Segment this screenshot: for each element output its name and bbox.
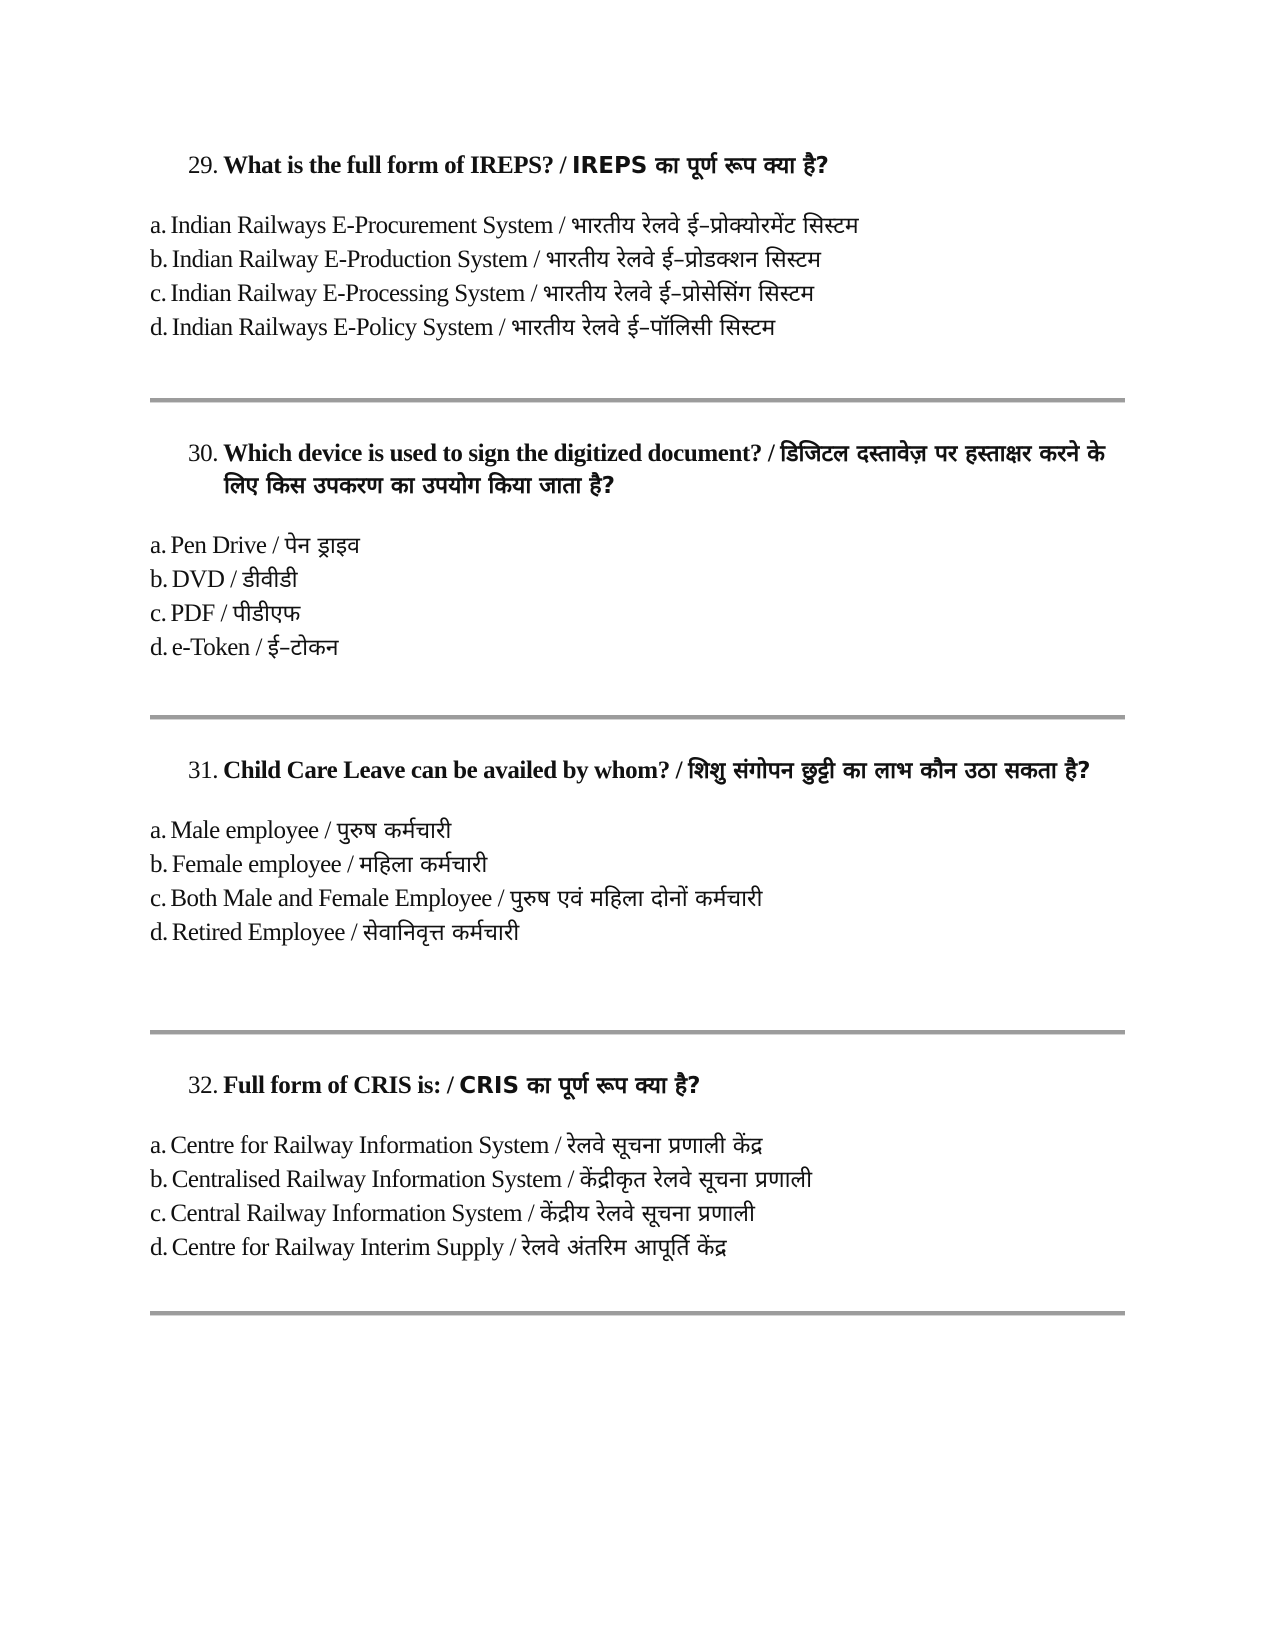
option-text-hindi: पुरुष एवं महिला दोनों कर्मचारी [509, 886, 763, 912]
option-text-hindi: भारतीय रेलवे ई–प्रोडक्शन सिस्टम [545, 247, 821, 273]
option-d [150, 631, 1125, 665]
question-number: 29. [188, 152, 219, 179]
options-list [150, 1129, 1125, 1265]
option-d [150, 916, 1125, 950]
option-text-hindi: केंद्रीकृत रेलवे सूचना प्रणाली [579, 1167, 813, 1193]
option-a [150, 1129, 1125, 1163]
question-text-english: What is the full form of IREPS? / [223, 152, 572, 179]
question-text-english: Which device is used to sign the digitized document? / [223, 440, 781, 467]
question-heading [150, 755, 1125, 787]
option-text-english: PDF / [170, 600, 233, 627]
question-text-english: Child Care Leave can be availed by whom? / [223, 757, 689, 784]
option-text-hindi: महिला कर्मचारी [359, 852, 488, 878]
option-label: b. [150, 851, 168, 878]
question-number: 30. [188, 440, 219, 467]
option-text-english: Indian Railway E-Production System / [171, 246, 546, 273]
question-29 [150, 150, 1125, 345]
question-text-hindi: डिजिटल दस्तावेज़ पर हस्ताक्षर करने के लिए किस उपकरण का उपयोग किया जाता है? [224, 441, 1105, 499]
question-text-hindi: IREPS का पूर्ण रूप क्या है? [571, 153, 829, 179]
question-32 [150, 1070, 1125, 1265]
option-text-english: Centre for Railway Information System / [170, 1132, 567, 1159]
option-text-english: e-Token / [171, 634, 268, 661]
option-text-english: Both Male and Female Employee / [170, 885, 510, 912]
option-text-hindi: डीवीडी [242, 567, 298, 593]
option-text-hindi: भारतीय रेलवे ई–प्रोसेसिंग सिस्टम [542, 281, 815, 307]
question-text-hindi: शिशु संगोपन छुट्टी का लाभ कौन उठा सकता है? [688, 758, 1091, 784]
option-b [150, 848, 1125, 882]
question-31 [150, 755, 1125, 950]
option-text-hindi: भारतीय रेलवे ई–पॉलिसी सिस्टम [510, 315, 776, 341]
option-b [150, 1163, 1125, 1197]
option-label: d. [150, 919, 168, 946]
option-text-english: Female employee / [171, 851, 360, 878]
options-list [150, 529, 1125, 665]
option-label: c. [150, 885, 167, 912]
option-text-hindi: पुरुष कर्मचारी [336, 818, 452, 844]
option-text-hindi: रेलवे सूचना प्रणाली केंद्र [566, 1133, 763, 1159]
section-divider [150, 1030, 1125, 1035]
option-c [150, 277, 1125, 311]
option-text-english: Male employee / [170, 817, 337, 844]
option-a [150, 814, 1125, 848]
question-heading [150, 150, 1125, 182]
option-label: c. [150, 600, 167, 627]
option-label: d. [150, 1234, 168, 1261]
option-text-hindi: ई–टोकन [267, 635, 339, 661]
option-text-hindi: पेन ड्राइव [284, 533, 360, 559]
option-label: a. [150, 1132, 167, 1159]
option-label: b. [150, 246, 168, 273]
option-text-english: Centre for Railway Interim Supply / [171, 1234, 522, 1261]
option-label: d. [150, 634, 168, 661]
question-heading [150, 1070, 1125, 1102]
option-b [150, 563, 1125, 597]
section-divider [150, 715, 1125, 720]
option-label: c. [150, 280, 167, 307]
option-b [150, 243, 1125, 277]
question-number: 31. [188, 757, 219, 784]
option-text-hindi: सेवानिवृत्त कर्मचारी [362, 920, 520, 946]
option-text-hindi: केंद्रीय रेलवे सूचना प्रणाली [539, 1201, 755, 1227]
question-text-hindi: CRIS का पूर्ण रूप क्या है? [459, 1073, 701, 1099]
option-text-english: Indian Railways E-Procurement System / [170, 212, 571, 239]
option-text-hindi: रेलवे अंतरिम आपूर्ति केंद्र [521, 1235, 727, 1261]
option-text-english: Indian Railway E-Processing System / [170, 280, 543, 307]
option-label: d. [150, 314, 168, 341]
option-text-english: DVD / [171, 566, 243, 593]
options-list [150, 814, 1125, 950]
option-label: b. [150, 1166, 168, 1193]
question-30 [150, 438, 1125, 665]
options-list [150, 209, 1125, 345]
option-a [150, 529, 1125, 563]
option-label: c. [150, 1200, 167, 1227]
option-a [150, 209, 1125, 243]
question-number: 32. [188, 1072, 219, 1099]
option-c [150, 597, 1125, 631]
option-text-english: Retired Employee / [171, 919, 363, 946]
option-text-english: Central Railway Information System / [170, 1200, 540, 1227]
option-text-hindi: पीडीएफ [232, 601, 301, 627]
option-label: a. [150, 212, 167, 239]
section-divider [150, 398, 1125, 403]
option-c [150, 1197, 1125, 1231]
question-text-english: Full form of CRIS is: / [223, 1072, 460, 1099]
option-d [150, 311, 1125, 345]
option-c [150, 882, 1125, 916]
option-text-english: Pen Drive / [170, 532, 285, 559]
option-label: a. [150, 817, 167, 844]
question-heading [150, 438, 1125, 502]
option-d [150, 1231, 1125, 1265]
option-text-english: Indian Railways E-Policy System / [171, 314, 511, 341]
option-label: b. [150, 566, 168, 593]
option-text-english: Centralised Railway Information System / [171, 1166, 580, 1193]
section-divider [150, 1311, 1125, 1316]
option-text-hindi: भारतीय रेलवे ई–प्रोक्योरमेंट सिस्टम [570, 213, 859, 239]
option-label: a. [150, 532, 167, 559]
